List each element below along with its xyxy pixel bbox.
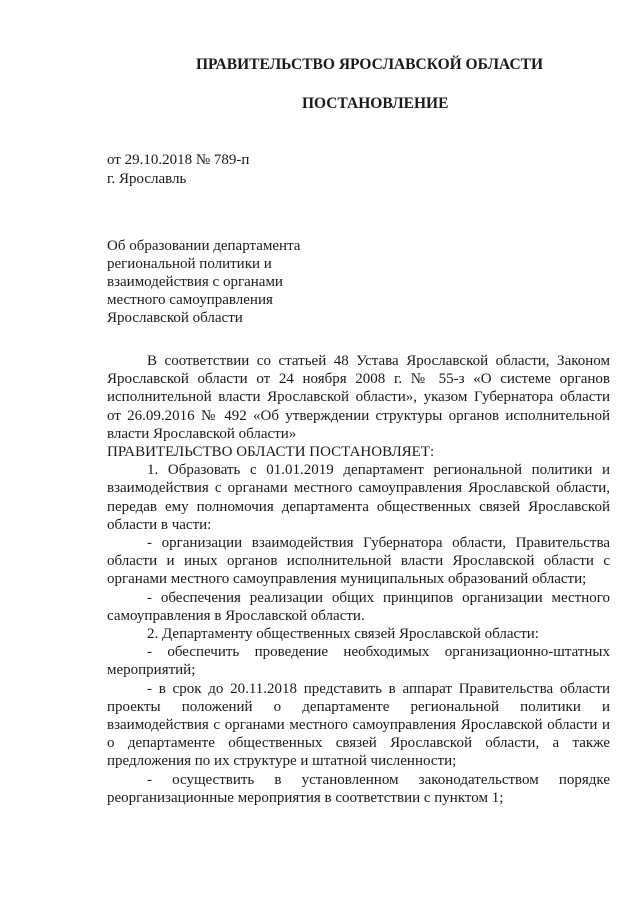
resolution-statement: ПРАВИТЕЛЬСТВО ОБЛАСТИ ПОСТАНОВЛЯЕТ: [107,444,435,461]
subject-line: Об образовании департамента [107,238,301,254]
item-1-paragraph: 1. Образовать с 01.01.2019 департамент региональной политики и взаимодействия с органами местного самоуправления Ярославской области, передав ему полномочия департамента общественных связей Ярославской области в части: [107,462,610,533]
document-date-number: от 29.10.2018 № 789-п [107,152,250,168]
document-meta [107,151,249,189]
subject-line: взаимодействия с органами [107,274,283,290]
item-1-subitem: - обеспечения реализации общих принципов организации местного самоуправления в Ярославской области. [107,589,610,624]
item-2-paragraph: 2. Департаменту общественных связей Ярославской области: [147,626,539,643]
document-body [107,352,610,807]
item-1-subitem: - организации взаимодействия Губернатора области, Правительства области и иных органов исполнительной власти Ярославской области с органами местного самоуправления муниципальных образований области; [107,535,610,588]
item-2-subitem: - обеспечить проведение необходимых организационно-штатных мероприятий; [107,644,610,679]
preamble-paragraph: В соответствии со статьей 48 Устава Ярославской области, Законом Ярославской области от 24 ноября 2008 г. № 55-з «О системе органов исполнительной власти Ярославской области», указом Губернатора области от 26.09.2016 № 492 «Об утверждении структуры органов исполнительной власти Ярославской области» [107,353,610,442]
item-2-subitem: - осуществить в установленном законодательством порядке реорганизационные мероприятия в соответствии с пунктом 1; [107,771,610,806]
subject-line: региональной политики и [107,256,272,272]
document-type-title: ПОСТАНОВЛЕНИЕ [302,95,449,112]
document-city: г. Ярославль [107,171,187,187]
document-subject [107,237,300,327]
subject-line: местного самоуправления [107,292,273,308]
government-title: ПРАВИТЕЛЬСТВО ЯРОСЛАВСКОЙ ОБЛАСТИ [196,56,544,73]
subject-line: Ярославской области [107,310,243,326]
item-2-subitem: - в срок до 20.11.2018 представить в аппарат Правительства области проекты положений о департаменте региональной политики и взаимодействия с органами местного самоуправления Ярославской области и о департаменте общественных связей Ярославской области, а также предложения по их структуре и штатной численности; [107,680,610,770]
